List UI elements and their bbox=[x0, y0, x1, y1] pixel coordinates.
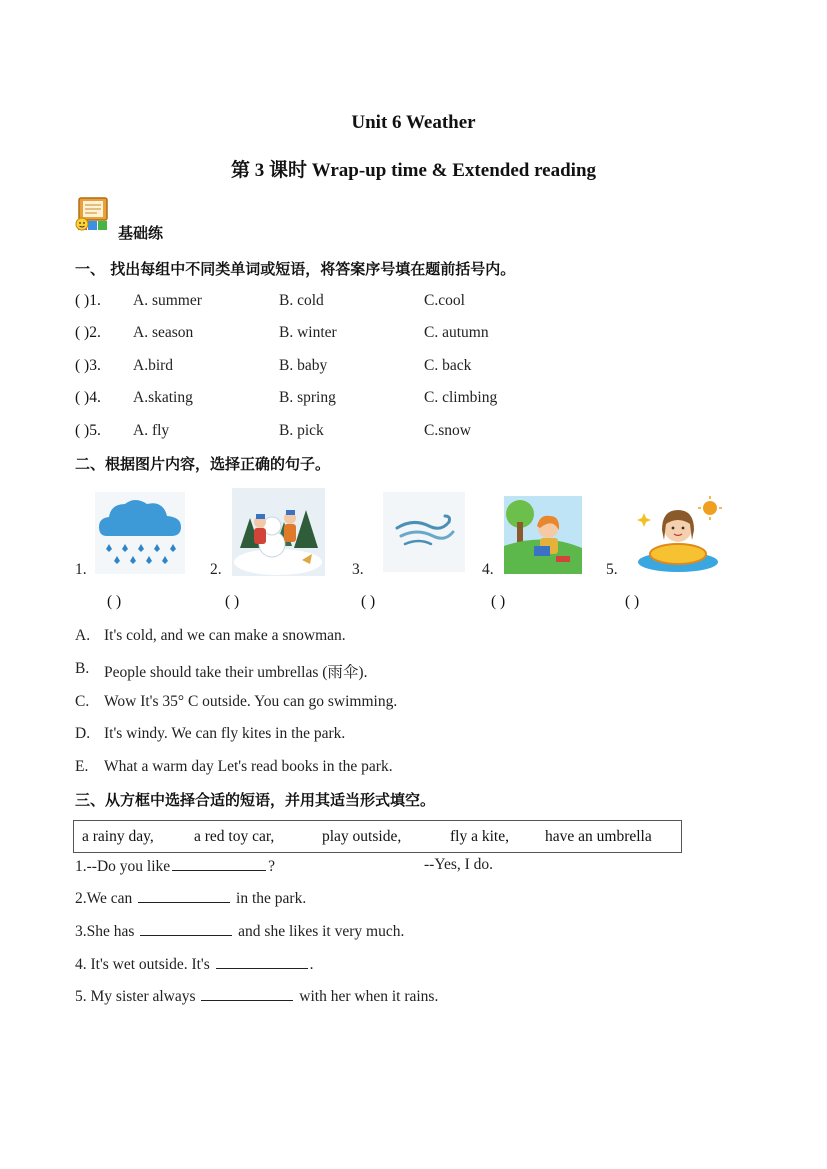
phrase: a rainy day, bbox=[82, 828, 154, 845]
item-text: and she likes it very much. bbox=[238, 923, 405, 940]
picture-number: 1. bbox=[75, 561, 87, 578]
phrase: a red toy car, bbox=[194, 828, 275, 845]
practice-label: 基础练 bbox=[118, 224, 164, 242]
section2-heading: 二、根据图片内容，选择正确的句子。 bbox=[75, 455, 331, 473]
phrase: fly a kite, bbox=[450, 828, 509, 845]
phrase: have an umbrella bbox=[545, 828, 652, 845]
snowman-picture bbox=[232, 488, 325, 576]
answer-paren[interactable]: ( ) bbox=[625, 593, 640, 610]
fill-item-4 bbox=[75, 954, 314, 974]
item-text: ? bbox=[268, 858, 276, 875]
option-c: C.cool bbox=[424, 292, 465, 309]
item-text: 2.We can bbox=[75, 890, 133, 907]
lesson-subtitle: 第 3 课时 Wrap-up time & Extended reading bbox=[230, 160, 597, 181]
question-number: ( )2. bbox=[75, 324, 101, 341]
option-c: C.snow bbox=[424, 422, 471, 439]
answer-paren[interactable]: ( ) bbox=[491, 593, 506, 610]
item-text: 3.She has bbox=[75, 923, 135, 940]
fill-item-2 bbox=[75, 888, 306, 908]
answer-blank[interactable] bbox=[138, 888, 230, 903]
item-text: 5. My sister always bbox=[75, 988, 196, 1005]
item-text: 4. It's wet outside. It's bbox=[75, 956, 210, 973]
option-b: B. baby bbox=[279, 357, 328, 374]
option-c: C. autumn bbox=[424, 324, 489, 341]
picture-number: 2. bbox=[210, 561, 222, 578]
answer-blank[interactable] bbox=[201, 986, 293, 1001]
option-letter: B. bbox=[75, 660, 90, 677]
option-sentence: What a warm day Let's read books in the park. bbox=[104, 758, 393, 775]
option-sentence: It's windy. We can fly kites in the park. bbox=[104, 725, 346, 742]
option-letter: C. bbox=[75, 693, 90, 710]
girl-reading-picture bbox=[504, 496, 582, 574]
answer-blank[interactable] bbox=[216, 954, 308, 969]
question-number: ( )4. bbox=[75, 389, 101, 406]
question-number: ( )5. bbox=[75, 422, 101, 439]
option-letter: A. bbox=[75, 627, 91, 644]
picture-number: 3. bbox=[352, 561, 364, 578]
item-text: with her when it rains. bbox=[299, 988, 439, 1005]
picture-number: 4. bbox=[482, 561, 494, 578]
option-b: B. cold bbox=[279, 292, 324, 309]
answer-paren[interactable]: ( ) bbox=[107, 593, 122, 610]
option-a: A.skating bbox=[133, 389, 193, 406]
item-reply: --Yes, I do. bbox=[424, 856, 494, 873]
unit-title: Unit 6 Weather bbox=[351, 112, 476, 133]
section1-heading: 一、 找出每组中不同类单词或短语，将答案序号填在题前括号内。 bbox=[75, 260, 516, 278]
answer-paren[interactable]: ( ) bbox=[225, 593, 240, 610]
answer-paren[interactable]: ( ) bbox=[361, 593, 376, 610]
option-b: B. pick bbox=[279, 422, 324, 439]
option-a: A. fly bbox=[133, 422, 170, 439]
option-sentence: It's cold, and we can make a snowman. bbox=[104, 627, 346, 644]
option-b: B. winter bbox=[279, 324, 337, 341]
book-icon bbox=[75, 196, 111, 234]
rain-cloud-icon bbox=[95, 492, 185, 574]
phrase: play outside, bbox=[322, 828, 402, 845]
item-text: in the park. bbox=[236, 890, 307, 907]
option-sentence: People should take their umbrellas (雨伞). bbox=[104, 664, 368, 681]
item-text: . bbox=[309, 956, 314, 973]
girl-swimming-picture bbox=[634, 494, 724, 576]
option-c: C. back bbox=[424, 357, 472, 374]
section3-heading: 三、从方框中选择合适的短语，并用其适当形式填空。 bbox=[75, 791, 436, 809]
answer-blank[interactable] bbox=[140, 921, 232, 936]
option-a: A. summer bbox=[133, 292, 202, 309]
option-sentence: Wow It's 35° C outside. You can go swimming. bbox=[104, 693, 398, 710]
fill-item-3 bbox=[75, 921, 404, 941]
option-c: C. climbing bbox=[424, 389, 498, 406]
item-text: 1.--Do you like bbox=[75, 858, 171, 875]
fill-item-5 bbox=[75, 986, 438, 1006]
fill-item-1 bbox=[75, 856, 275, 876]
option-a: A.bird bbox=[133, 357, 174, 374]
option-a: A. season bbox=[133, 324, 194, 341]
wind-icon bbox=[383, 492, 465, 572]
question-number: ( )1. bbox=[75, 292, 101, 309]
phrase-box bbox=[73, 820, 682, 853]
option-letter: D. bbox=[75, 725, 91, 742]
option-b: B. spring bbox=[279, 389, 336, 406]
option-letter: E. bbox=[75, 758, 89, 775]
picture-number: 5. bbox=[606, 561, 618, 578]
answer-blank[interactable] bbox=[172, 856, 266, 871]
question-number: ( )3. bbox=[75, 357, 101, 374]
